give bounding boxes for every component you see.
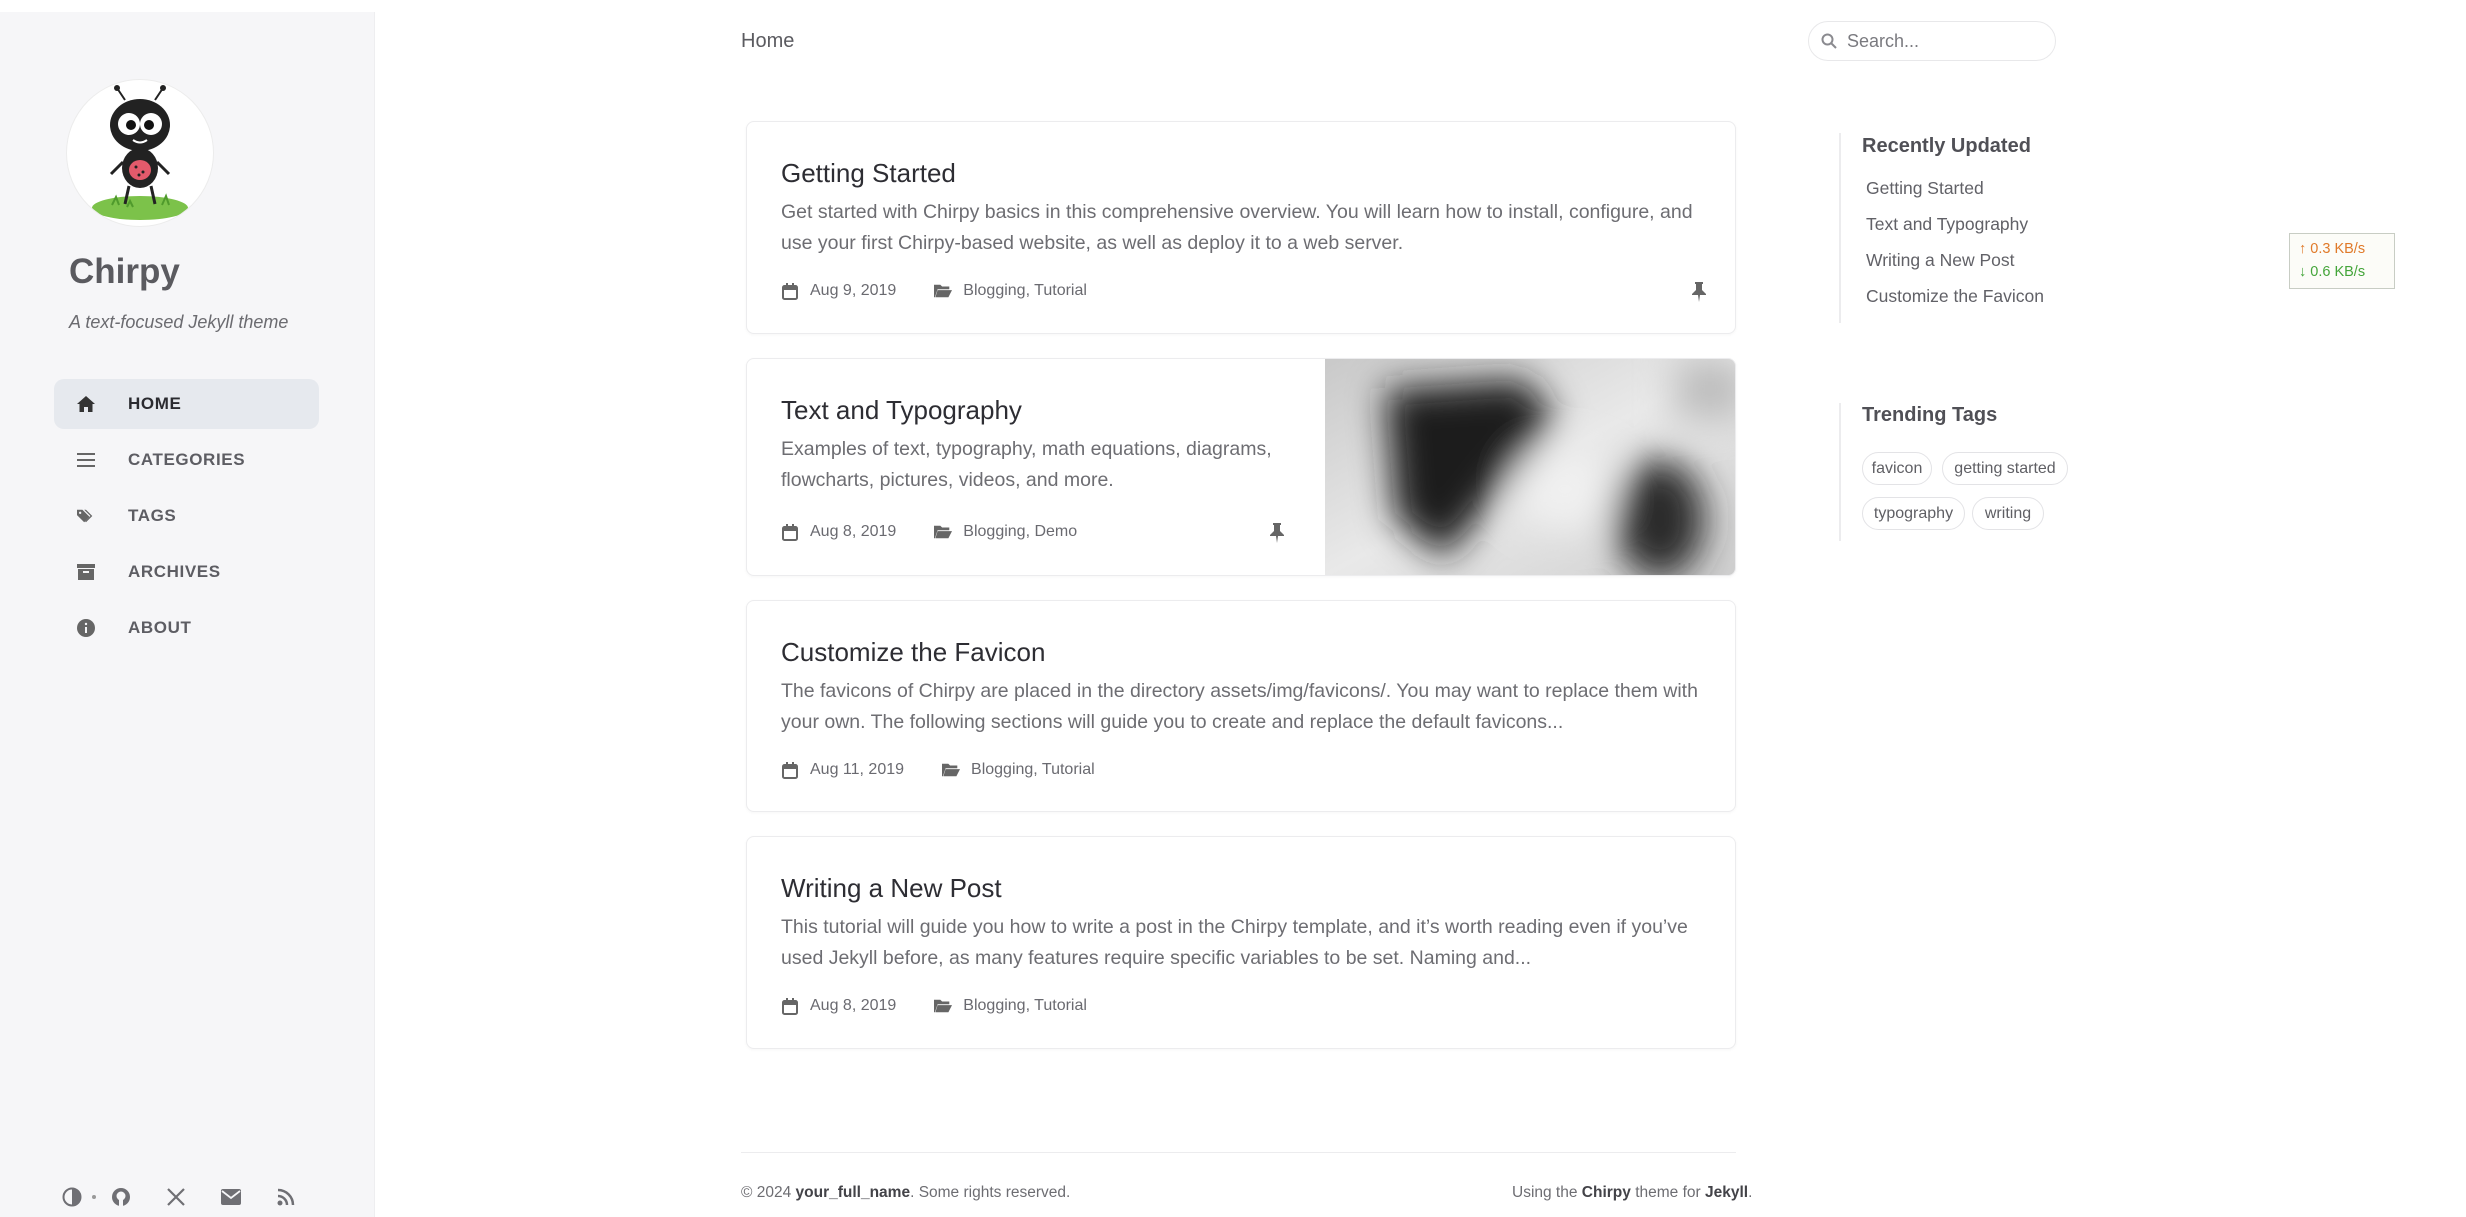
folder-open-icon <box>934 523 952 541</box>
post-card[interactable] <box>746 836 1736 1049</box>
post-title[interactable]: Text and Typography <box>781 395 1022 425</box>
nav-label: CATEGORIES <box>128 450 246 469</box>
nav-item-archives[interactable] <box>54 547 319 597</box>
home-icon <box>77 395 95 413</box>
post-excerpt: Get started with Chirpy basics in this comprehensive overview. You will learn how to install, configure, and use your first Chirpy-based website, as well as deploy it to a web server. <box>781 201 1693 254</box>
calendar-icon <box>781 282 799 300</box>
panel-divider <box>1839 403 1841 541</box>
network-speed-widget <box>2289 233 2395 289</box>
recent-link[interactable]: Writing a New Post <box>1866 250 2015 270</box>
rss-icon[interactable] <box>271 1182 301 1212</box>
tags-icon <box>77 507 95 525</box>
post-excerpt: Examples of text, typography, math equations, diagrams, flowcharts, pictures, videos, and more. <box>781 438 1272 491</box>
avatar[interactable] <box>67 80 213 226</box>
archive-icon <box>77 563 95 581</box>
post-categories[interactable]: Blogging, Tutorial <box>963 282 1087 299</box>
recent-link[interactable]: Text and Typography <box>1866 214 2029 234</box>
copyright-suffix: . Some rights reserved. <box>910 1184 1071 1201</box>
post-date: Aug 8, 2019 <box>810 997 897 1014</box>
nav-label: ARCHIVES <box>128 562 221 581</box>
post-title[interactable]: Writing a New Post <box>781 873 1002 903</box>
panel-divider <box>1839 133 1841 323</box>
sidebar-bottom <box>57 1182 326 1212</box>
nav-label: TAGS <box>128 506 177 525</box>
info-icon <box>77 619 95 637</box>
upload-speed: ↑ 0.3 KB/s <box>2299 241 2366 257</box>
tag-pill[interactable]: writing <box>1972 497 2044 530</box>
footer-copyright <box>741 1184 1070 1202</box>
search-icon <box>1821 33 1837 49</box>
pin-icon <box>1691 282 1709 302</box>
breadcrumb: Home <box>741 30 795 52</box>
sidebar-nav <box>54 379 319 659</box>
post-categories[interactable]: Blogging, Tutorial <box>963 997 1087 1014</box>
nav-item-home[interactable] <box>54 379 319 429</box>
nav-label: HOME <box>128 394 182 413</box>
calendar-icon <box>781 761 799 779</box>
folder-open-icon <box>934 997 952 1015</box>
post-categories[interactable]: Blogging, Demo <box>963 523 1078 540</box>
tag-pill[interactable]: typography <box>1862 497 1965 530</box>
theme-toggle-icon[interactable] <box>57 1182 87 1212</box>
post-title[interactable]: Getting Started <box>781 158 956 188</box>
calendar-icon <box>781 997 799 1015</box>
recently-updated-heading: Recently Updated <box>1862 135 2031 157</box>
post-card[interactable] <box>746 600 1736 812</box>
post-excerpt: The favicons of Chirpy are placed in the directory assets/img/favicons/. You may want to replace them with your own. The following sections will guide you to create and replace the default favicons... <box>781 680 1698 733</box>
post-date: Aug 8, 2019 <box>810 523 897 540</box>
github-icon[interactable] <box>106 1182 136 1212</box>
list-icon <box>77 451 95 469</box>
blurred-preview-graphic <box>1325 359 1736 575</box>
calendar-icon <box>781 523 799 541</box>
nav-item-about[interactable] <box>54 603 319 653</box>
post-preview-image[interactable] <box>1325 359 1736 575</box>
sidebar <box>0 12 375 1217</box>
theme-link[interactable]: Chirpy <box>1581 1184 1631 1201</box>
tag-pill[interactable]: getting started <box>1942 452 2068 485</box>
folder-open-icon <box>942 761 960 779</box>
post-date: Aug 11, 2019 <box>810 761 905 778</box>
nav-label: ABOUT <box>128 618 192 637</box>
x-twitter-icon[interactable] <box>161 1182 191 1212</box>
trending-tags-heading: Trending Tags <box>1862 404 1998 426</box>
owner-link[interactable]: your_full_name <box>795 1184 911 1201</box>
post-meta <box>781 761 1095 779</box>
ant-mascot-icon <box>67 80 213 226</box>
separator-dot <box>92 1195 96 1199</box>
credits-prefix: Using the <box>1512 1184 1582 1201</box>
post-title[interactable]: Customize the Favicon <box>781 637 1046 667</box>
footer-credits <box>1512 1184 1752 1202</box>
email-icon[interactable] <box>216 1182 246 1212</box>
search-input[interactable] <box>1845 30 2029 53</box>
download-speed: ↓ 0.6 KB/s <box>2299 264 2366 280</box>
post-categories[interactable]: Blogging, Tutorial <box>971 761 1095 778</box>
engine-link[interactable]: Jekyll <box>1704 1184 1749 1201</box>
folder-open-icon <box>934 282 952 300</box>
post-card[interactable] <box>746 121 1736 334</box>
post-excerpt: This tutorial will guide you how to write a post in the Chirpy template, and it’s worth reading even if you’ve used Jekyll before, as many features require specific variables to be set. Naming and... <box>781 916 1688 969</box>
site-title[interactable]: Chirpy <box>69 252 180 291</box>
tag-pill[interactable]: favicon <box>1862 452 1932 485</box>
post-meta <box>781 282 1087 300</box>
recent-link[interactable]: Getting Started <box>1866 178 1984 198</box>
search-box[interactable] <box>1808 21 2056 61</box>
site-subtitle: A text-focused Jekyll theme <box>69 312 289 332</box>
credits-suffix: . <box>1748 1184 1753 1201</box>
post-date: Aug 9, 2019 <box>810 282 897 299</box>
post-card[interactable] <box>746 358 1736 576</box>
pin-icon <box>1269 523 1287 543</box>
nav-item-categories[interactable] <box>54 435 319 485</box>
recent-link[interactable]: Customize the Favicon <box>1866 286 2044 306</box>
post-meta <box>781 523 1077 541</box>
footer-divider <box>741 1152 1736 1153</box>
credits-mid: theme for <box>1630 1184 1705 1201</box>
copyright-prefix: © 2024 <box>741 1184 796 1201</box>
nav-item-tags[interactable] <box>54 491 319 541</box>
post-meta <box>781 997 1087 1015</box>
